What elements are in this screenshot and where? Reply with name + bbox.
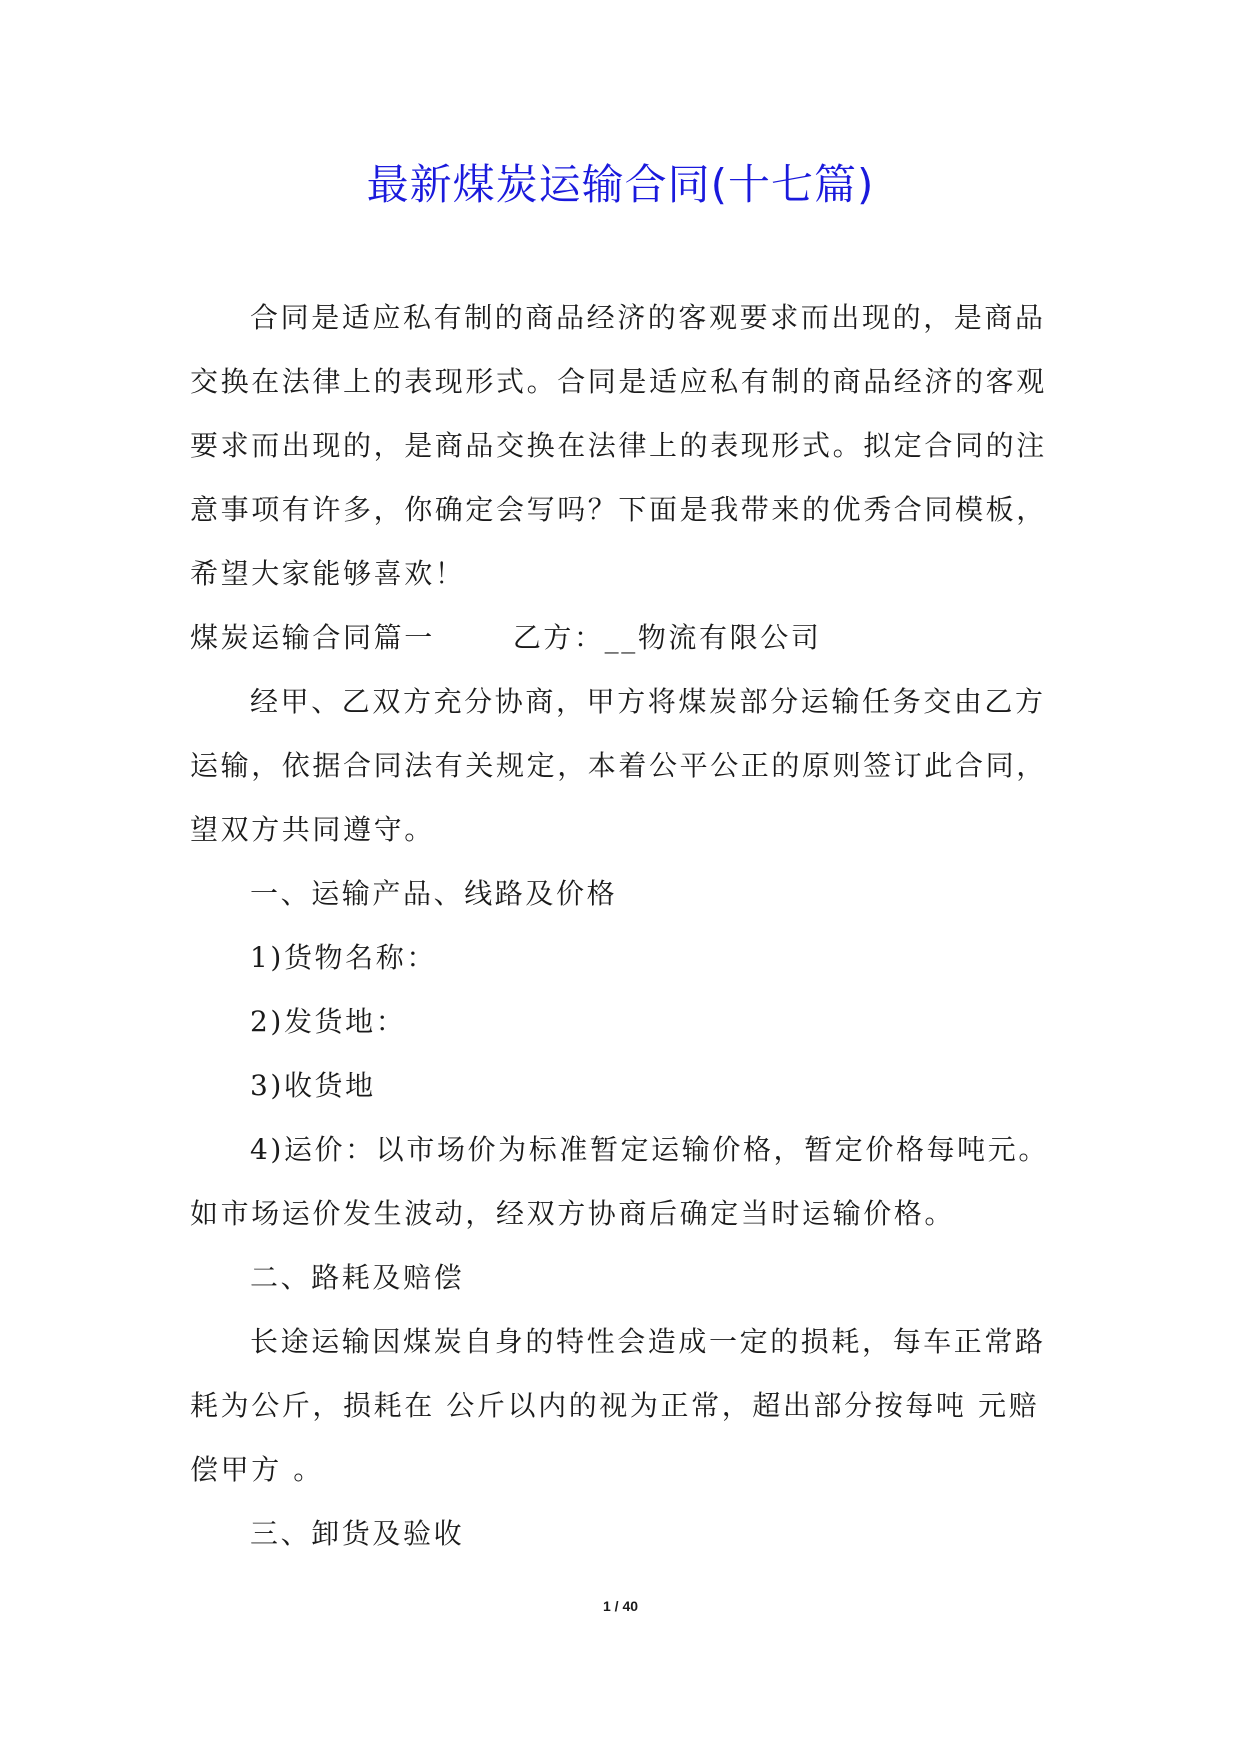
heading-unloading: 三、卸货及验收 [250,1517,465,1550]
agreement-paragraph: 经甲、乙双方充分协商，甲方将煤炭部分运输任务交由乙方运输，依据合同法有关规定，本着公平公正的原则签订此合同，望双方共同遵守。 [190,685,1047,846]
party-b-line: 乙方：__物流有限公司 [512,621,822,654]
loss-paragraph: 长途运输因煤炭自身的特性会造成一定的损耗，每车正常路耗为公斤，损耗在 公斤以内的视为正常，超出部分按每吨 元赔偿甲方 。 [190,1325,1046,1486]
document-body [190,286,1060,1566]
document-title: 最新煤炭运输合同(十七篇) [366,160,875,209]
intro-paragraph: 合同是适应私有制的商品经济的客观要求而出现的，是商品交换在法律上的表现形式。合同是适应私有制的商品经济的客观要求而出现的，是商品交换在法律上的表现形式。拟定合同的注意事项有许多，你确定会写吗？下面是我带来的优秀合同模板，希望大家能够喜欢！ [190,301,1047,590]
section-title: 煤炭运输合同篇一 [190,621,435,654]
section-header-line [190,606,1060,670]
heading-transport: 一、运输产品、线路及价格 [250,877,618,910]
item-origin: 2)发货地： [250,1005,407,1038]
page-number: 1 / 40 [602,1598,639,1614]
item-destination: 3)收货地 [250,1069,376,1102]
item-goods-name: 1)货物名称： [250,941,437,974]
item-freight-rate: 4)运价：以市场价为标准暂定运输价格，暂定价格每吨元。如市场运价发生波动，经双方协商后确定当时运输价格。 [190,1133,1049,1230]
heading-loss: 二、路耗及赔偿 [250,1261,465,1294]
